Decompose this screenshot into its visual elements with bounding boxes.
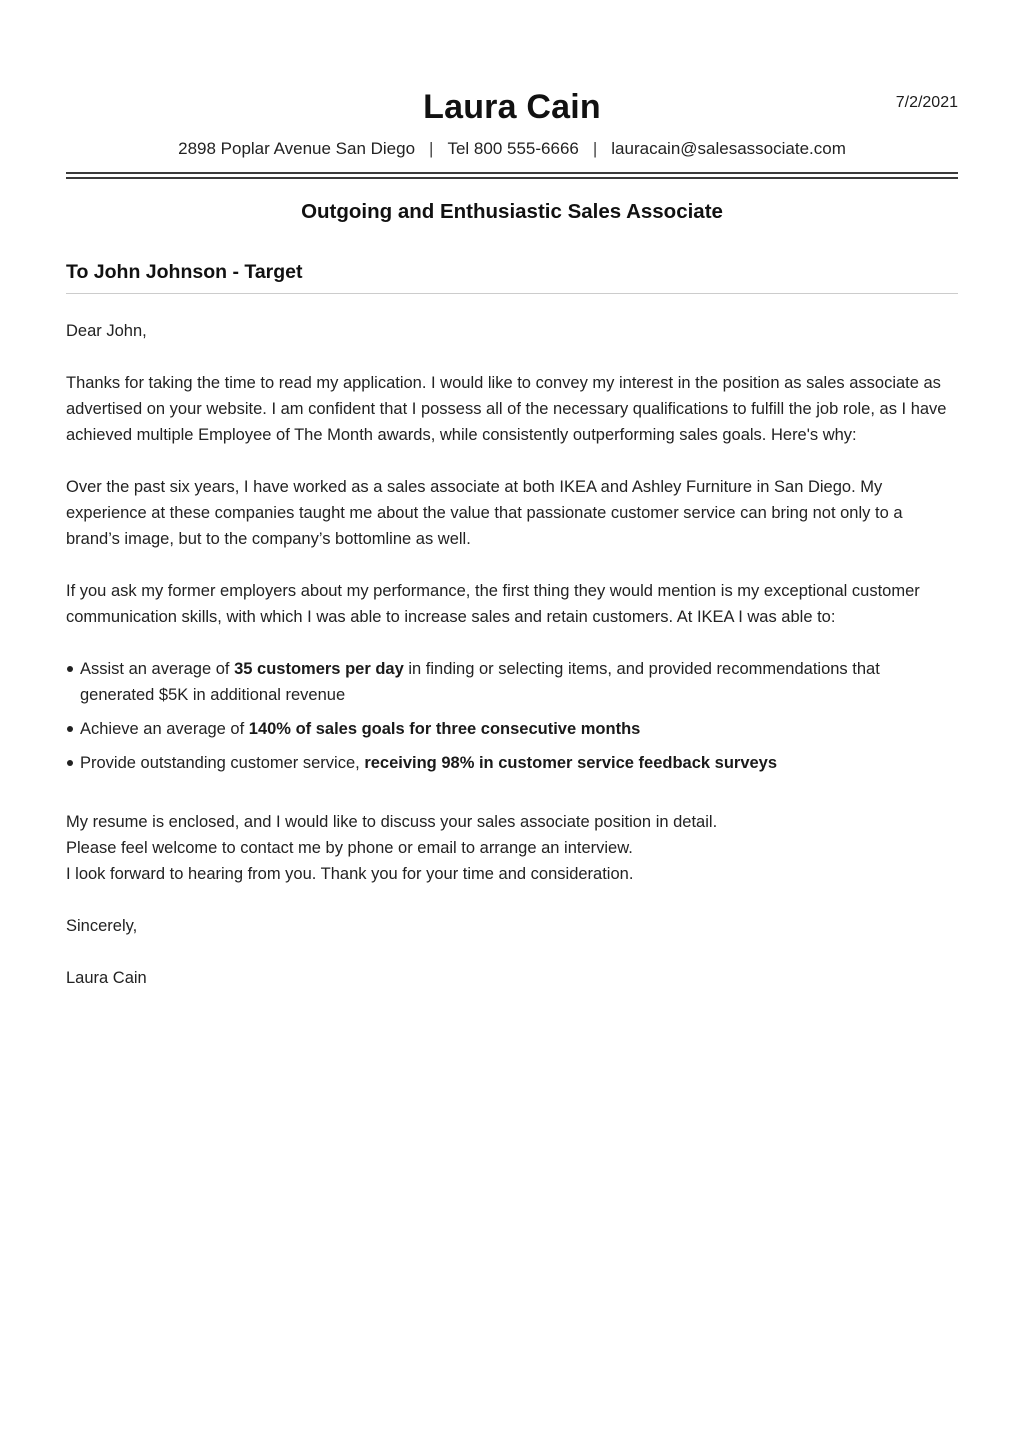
salutation: Dear John, <box>66 322 147 340</box>
bullet-item: Assist an average of 35 customers per day in finding or selecting items, and provided recommendations that generated $5K in additional revenue <box>66 656 958 708</box>
contact-email: lauracain@salesassociate.com <box>611 139 846 158</box>
contact-separator: | <box>429 139 434 158</box>
bullet-item: Provide outstanding customer service, receiving 98% in customer service feedback surveys <box>66 750 958 776</box>
achievement-list <box>66 656 958 776</box>
paragraph-experience: Over the past six years, I have worked as a sales associate at both IKEA and Ashley Furniture in San Diego. My experience at these companies taught me about the value that passionate customer service can bring not only to a brand’s image, but to the company’s bottomline as well. <box>66 478 903 548</box>
closing-line: Please feel welcome to contact me by phone or email to arrange an interview. <box>66 839 633 857</box>
recipient-divider <box>66 293 958 294</box>
date: 7/2/2021 <box>895 94 958 111</box>
contact-line <box>66 139 958 159</box>
bullet-item: Achieve an average of 140% of sales goals for three consecutive months <box>66 716 958 742</box>
author-name: Laura Cain <box>423 88 601 126</box>
closing-block <box>66 809 958 887</box>
paragraph-intro: Thanks for taking the time to read my application. I would like to convey my interest in the position as sales associate as advertised on your website. I am confident that I possess all of the necessary qualifications to fulfill the job role, as I have achieved multiple Employee of The Month awards, while consistently outperforming sales goals. Here's why: <box>66 374 947 444</box>
signature-name: Laura Cain <box>66 969 147 987</box>
contact-separator: | <box>592 139 598 158</box>
recipient-line: To John Johnson - Target <box>66 261 303 283</box>
closing-line: I look forward to hearing from you. Thank you for your time and consideration. <box>66 865 634 883</box>
paragraph-skills: If you ask my former employers about my performance, the first thing they would mention is my exceptional customer communication skills, with which I was able to increase sales and retain customers. At IKEA I was able to: <box>66 582 920 626</box>
closing-line: My resume is enclosed, and I would like to discuss your sales associate position in detail. <box>66 813 718 831</box>
contact-phone: Tel 800 555-6666 <box>447 139 579 158</box>
header-divider <box>66 172 958 179</box>
contact-address: 2898 Poplar Avenue San Diego <box>178 139 416 158</box>
headline: Outgoing and Enthusiastic Sales Associate <box>301 200 723 223</box>
signoff: Sincerely, <box>66 917 138 935</box>
